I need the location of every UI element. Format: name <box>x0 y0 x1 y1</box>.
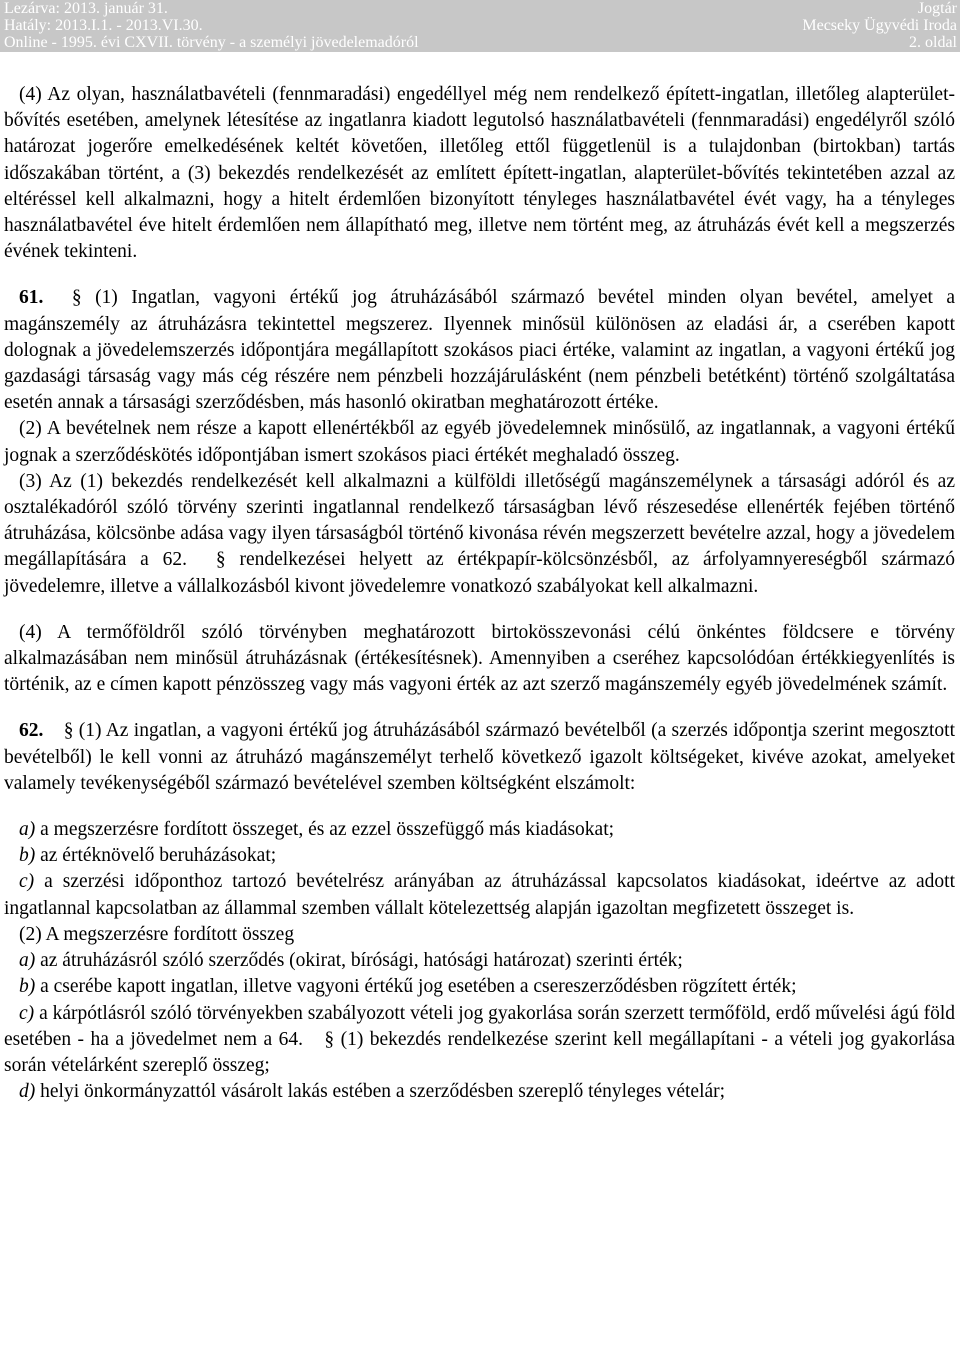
paragraph-text: (3) Az (1) bekezdés rendelkezését kell alkalmazni a külföldi illetőségű magánszemélynek a társasági adóról és az osztalékadóról szóló törvény szerinti ingatlannal rendelkező társaságban lévő részesedése ellenérték fejében történő átruházása, kölcsönbe adása vagy ilyen társaságból történő kivonása révén megszerzett bevételre azzal, hogy a jövedelem megállapítására a 62. <box>4 470 955 571</box>
section-61-paragraph-4: (4) A termőföldről szóló törvényben meghatározott birtokösszevonási célú önkéntes földcsere e törvény alkalmazásában nem minősül átruházásnak (értékesítésnek). Amennyiben a cseréhez kapcsolódóan értékkiegyenlítés is történik, az e címen kapott pénzösszeg vagy más vagyoni érték az azt szerző magánszemély egyéb jövedelmének számít. <box>4 621 955 696</box>
item-letter: d) <box>19 1081 36 1103</box>
header-right <box>802 0 957 51</box>
header-left <box>4 0 419 51</box>
item-text: a kárpótlásról szóló törvényekben szabályozott vételi jog gyakorlása során szerzett termőföld, erdő művelési ágú föld esetében - ha a jövedelmet nem a 64. <box>4 1002 956 1050</box>
paragraph-4: (4) Az olyan, használatbavételi (fennmaradási) engedéllyel még nem rendelkező épített-ingatlan, illetőleg alapterület-bővítés esetében, amelynek létesítése az ingatlanra kiadott legutolsó használatbavételi (fennmaradási) engedélyről szóló határozat jogerőre emelkedésének keltét követően, illetőleg ettől függetlenül is a tulajdonban (birtokban) tartás időszakában történt, a (3) bekezdés rendelkezését az említett épített-ingatlan, alapterület-bővítés tekintetében azzal az eltéréssel kell alkalmazni, hogy a hitelt érdemlően bizonyított tényleges használatbavétel évét vagy, ha a tényleges használatbavétel éve hitelt érdemlően nem állapítható meg, illetve nem történt meg, az átruházás évét kell a megszerzés évének tekinteni. <box>4 84 955 263</box>
document-body <box>4 82 955 1105</box>
item-text: a szerzési időponthoz tartozó bevételrész arányában az átruházással kapcsolatos kiadásokat, ideértve az adott ingatlannal kapcsolatban az állammal szemben vállalt kötelezettség alapján igazoltan megfizetett összeget is. <box>4 871 956 919</box>
list-item-2b <box>4 974 955 1000</box>
item-letter: a) <box>19 950 36 972</box>
law-title: Online - 1995. évi CXVII. törvény - a személyi jövedelemadóról <box>4 34 419 51</box>
closing-date: Lezárva: 2013. január 31. <box>4 0 168 17</box>
item-letter: b) <box>19 845 36 867</box>
list-item-a <box>4 817 955 843</box>
section-61-paragraph-3 <box>4 469 955 600</box>
paragraph-text: (1) Az ingatlan, a vagyoni értékű jog átruházásából származó bevételből (a szerzés időpontja szerint megosztott bevételből) le kell vonni az átruházó magánszemélyt terhelő következő igazolt költségeket, kivéve azokat, amelyeket valamely tevékenységéből származó bevételével szemben költségként elszámolt: <box>4 720 955 794</box>
paragraph-text: rendelkezései helyett az értékpapír-kölcsönzésből, az árfolyamnyereségből származó jövedelemre, illetve a vállalkozásból kivont jövedelemre vonatkozó szabályokat kell alkalmazni. <box>4 549 956 597</box>
item-text: a cserébe kapott ingatlan, illetve vagyoni értékű jog esetében a csereszerződésben rögzített érték; <box>40 976 797 998</box>
paragraph-text: (1) Ingatlan, vagyoni értékű jog átruházásából származó bevétel minden olyan bevétel, amelyet a magánszemély az átruházásra tekintettel megszerez. Ilyennek minősül különösen az eladási ár, a cserében kapott dolognak a jövedelemszerzés időpontjára megállapított szokásos piaci értéke, valamint az ingatlan, a vagyoni értékű jog gazdasági társaság vagy más cég részére nem pénzbeli hozzájárulásként (nem pénzbeli betétként) történő szolgáltatása esetén annak a társasági szerződésben, más hasonló okiratban meghatározott értéke. <box>4 287 956 414</box>
section-sign-link[interactable]: § <box>324 1028 335 1050</box>
item-text: az átruházásról szóló szerződés (okirat, bírósági, hatósági határozat) szerinti érték; <box>40 950 683 972</box>
list-item-2c <box>4 1001 955 1080</box>
section-sign-link[interactable]: § <box>63 720 74 742</box>
list-item-b <box>4 843 955 869</box>
item-text: az értéknövelő beruházásokat; <box>40 845 277 867</box>
section-61-paragraph-2: (2) A bevételnek nem része a kapott ellenértékből az egyéb jövedelemnek minősülő, az ingatlannak, a vagyoni értékű jognak a szerződéskötés időpontjában ismert szokásos piaci értékét meghaladó összeg. <box>4 418 955 466</box>
publisher-name: Jogtár <box>917 0 957 17</box>
page-number: 2. oldal <box>909 34 957 51</box>
item-letter: c) <box>19 1002 35 1024</box>
section-number: 62. <box>19 720 44 742</box>
item-letter: b) <box>19 976 36 998</box>
section-sign-link[interactable]: § <box>71 287 82 309</box>
item-text: a megszerzésre fordított összeget, és az ezzel összefüggő más kiadásokat; <box>40 819 615 841</box>
list-item-2d <box>4 1079 955 1105</box>
section-61-paragraph-1 <box>4 285 955 416</box>
validity-range: Hatály: 2013.I.1. - 2013.VI.30. <box>4 17 203 34</box>
firm-name: Mecseky Ügyvédi Iroda <box>802 17 957 34</box>
page-header <box>0 0 960 52</box>
list-item-c <box>4 869 955 921</box>
section-number: 61. <box>19 287 44 309</box>
section-62-paragraph-2: (2) A megszerzésre fordított összeg <box>19 923 295 945</box>
item-letter: c) <box>19 871 35 893</box>
item-letter: a) <box>19 819 36 841</box>
item-text: (1) bekezdés rendelkezése szerint kell megállapítani - a vételi jog gyakorlása során vételárként szereplő összeg; <box>4 1028 956 1076</box>
list-item-2a <box>4 948 955 974</box>
section-sign-link[interactable]: § <box>215 549 226 571</box>
section-62-paragraph-1 <box>4 718 955 797</box>
item-text: helyi önkormányzattól vásárolt lakás estében a szerződésben szereplő tényleges vételár; <box>40 1081 726 1103</box>
